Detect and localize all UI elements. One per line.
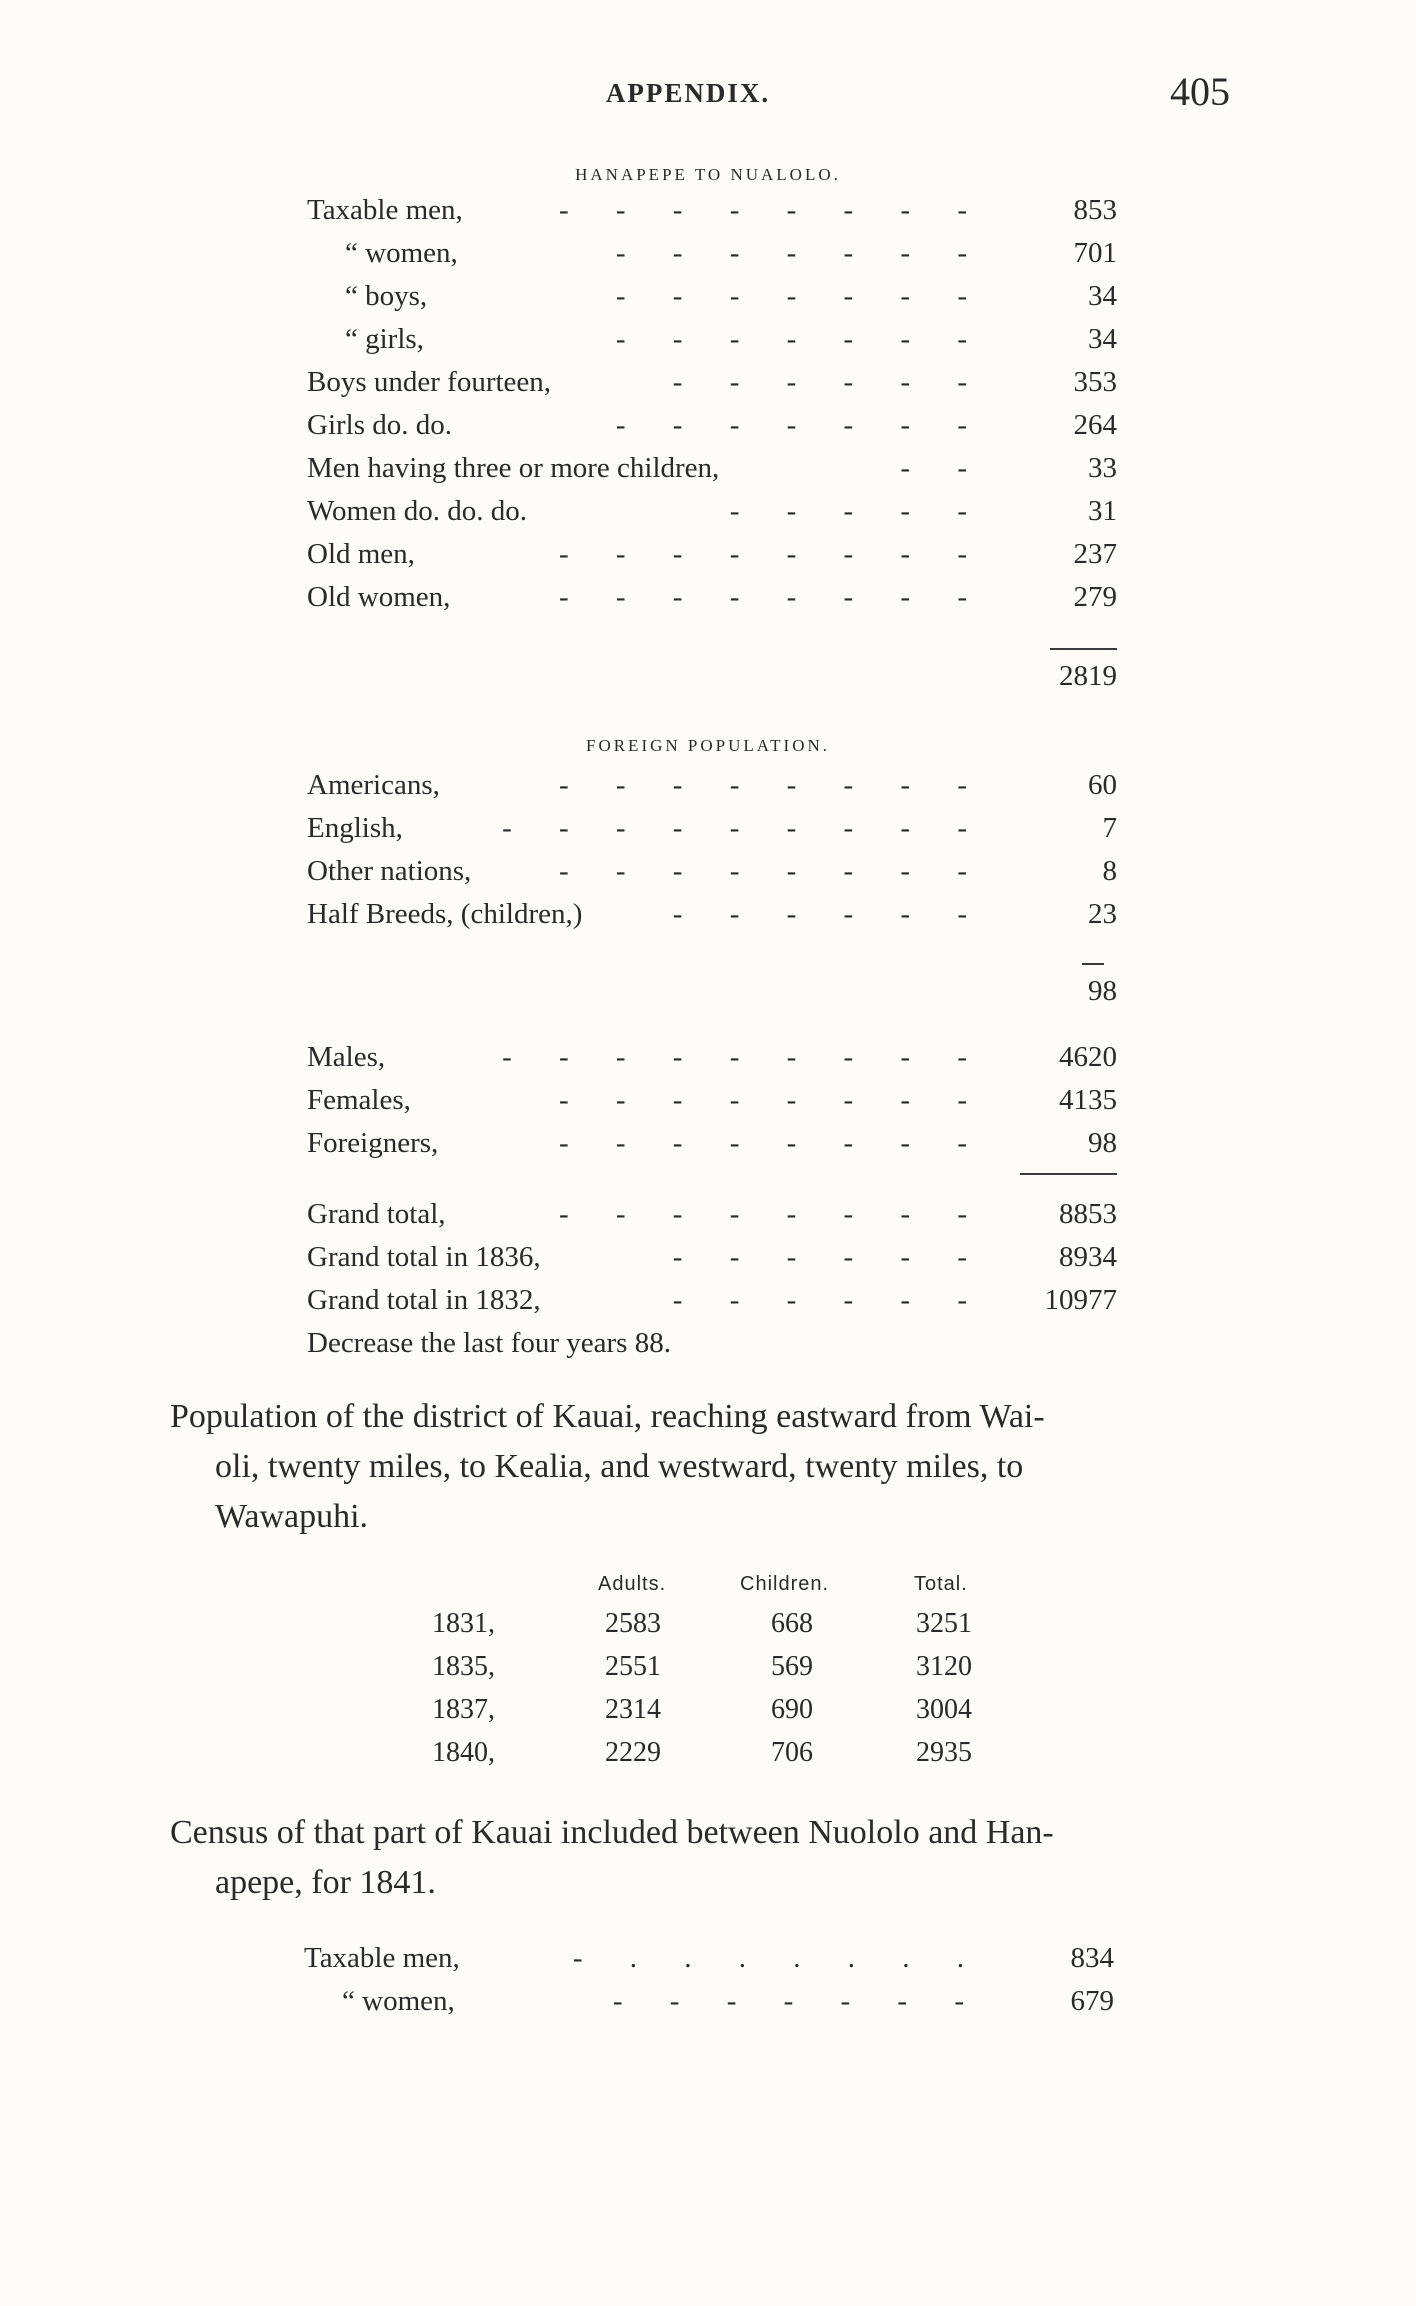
paragraph-line: apepe, for 1841. xyxy=(215,1864,436,1901)
section-heading-foreign: FOREIGN POPULATION. xyxy=(585,736,830,755)
paragraph-line: oli, twenty miles, to Kealia, and westward, twenty miles, to xyxy=(215,1448,1024,1485)
table-row xyxy=(307,319,1117,359)
row-value: 679 xyxy=(1070,1985,1114,2017)
census-total: 2935 xyxy=(916,1737,972,1768)
row-value: 7 xyxy=(1102,812,1117,844)
paragraph-line: Population of the district of Kauai, reaching eastward from Wai- xyxy=(170,1398,1045,1435)
decrease-note xyxy=(307,1323,1117,1363)
row-value: 8934 xyxy=(1059,1241,1117,1273)
row-label: Other nations, xyxy=(307,855,472,887)
column-header-adults: Adults. xyxy=(598,1573,667,1595)
row-label: Girls do. do. xyxy=(307,409,452,441)
leader-dots: - - - - - - - - - xyxy=(502,1041,987,1073)
leader-dots: - - - - - - - - xyxy=(558,855,987,887)
leader-dots: - - - - - - xyxy=(672,1241,987,1273)
table-row xyxy=(304,1938,1114,1978)
leader-dots: - . . . . . . . xyxy=(572,1942,984,1974)
row-label: Grand total in 1832, xyxy=(307,1284,541,1316)
census-total: 3004 xyxy=(916,1694,972,1725)
table-row xyxy=(307,448,1117,488)
total-rule xyxy=(1050,648,1117,650)
page-number: 405 xyxy=(1170,69,1230,114)
table-row xyxy=(307,1037,1117,1077)
leader-dots: - - - - - xyxy=(729,495,987,527)
row-value: 8 xyxy=(1102,855,1117,887)
census-children: 690 xyxy=(771,1694,813,1725)
table-row xyxy=(307,405,1117,445)
section-total: 98 xyxy=(1088,975,1117,1007)
row-label: Grand total, xyxy=(307,1198,446,1230)
census-adults: 2583 xyxy=(605,1608,661,1639)
row-label: Americans, xyxy=(307,769,440,801)
row-value: 34 xyxy=(1088,323,1117,355)
census-children: 706 xyxy=(771,1737,813,1768)
census-adults: 2551 xyxy=(605,1651,661,1682)
row-label: Old women, xyxy=(307,581,451,613)
row-value: 264 xyxy=(1073,409,1117,441)
leader-dots: - - - - - - - xyxy=(615,323,987,355)
total-rule xyxy=(1020,1173,1117,1175)
row-label: Women do. do. do. xyxy=(307,495,527,527)
section-heading-hanapepe: HANAPEPE TO NUALOLO. xyxy=(575,165,841,184)
leader-dots: - - - - - - - xyxy=(615,237,987,269)
row-value: 834 xyxy=(1070,1942,1114,1974)
leader-dots: - - - - - - xyxy=(672,366,987,398)
table-row xyxy=(307,894,1117,934)
leader-dots: - - - - - - - - xyxy=(558,1084,987,1116)
table-row xyxy=(307,1123,1117,1163)
census-total: 3251 xyxy=(916,1608,972,1639)
row-value: 237 xyxy=(1073,538,1117,570)
row-label: Men having three or more children, xyxy=(307,452,720,484)
leader-dots: - - - - - - - - xyxy=(558,194,987,226)
row-label: Foreigners, xyxy=(307,1127,439,1159)
table-row xyxy=(307,851,1117,891)
paragraph-census-1841 xyxy=(170,1808,1250,1908)
table-row xyxy=(307,1080,1117,1120)
column-header-children: Children. xyxy=(740,1573,830,1595)
census-adults: 2229 xyxy=(605,1737,661,1768)
leader-dots: - - - - - - - - - xyxy=(502,812,987,844)
leader-dots: - - xyxy=(900,452,987,484)
row-label: Boys under fourteen, xyxy=(307,366,552,398)
row-label: English, xyxy=(307,812,403,844)
table-row xyxy=(307,276,1117,316)
row-value: 34 xyxy=(1088,280,1117,312)
census-children: 569 xyxy=(771,1651,813,1682)
table-row xyxy=(307,190,1117,230)
leader-dots: - - - - - - - xyxy=(615,280,987,312)
row-value: 4135 xyxy=(1059,1084,1117,1116)
row-value: 10977 xyxy=(1044,1284,1117,1316)
row-label: “ girls, xyxy=(345,323,424,355)
leader-dots: - - - - - - xyxy=(672,1284,987,1316)
row-value: 98 xyxy=(1088,1127,1117,1159)
row-label: Grand total in 1836, xyxy=(307,1241,541,1273)
row-label: Old men, xyxy=(307,538,415,570)
row-label: Males, xyxy=(307,1041,386,1073)
paragraph-line: Wawapuhi. xyxy=(215,1498,369,1535)
note-text: Decrease the last four years 88. xyxy=(307,1327,671,1359)
row-value: 60 xyxy=(1088,769,1117,801)
row-value: 23 xyxy=(1088,898,1117,930)
census-year: 1837, xyxy=(432,1694,495,1725)
row-label: “ women, xyxy=(345,237,458,269)
census-year: 1835, xyxy=(432,1651,495,1682)
running-header: APPENDIX. xyxy=(605,78,771,108)
leader-dots: - - - - - - - xyxy=(615,409,987,441)
table-row xyxy=(307,491,1117,531)
census-year: 1831, xyxy=(432,1608,495,1639)
leader-dots: - - - - - - - - xyxy=(558,538,987,570)
leader-dots: - - - - - - - - xyxy=(558,1127,987,1159)
row-label: Taxable men, xyxy=(304,1942,460,1974)
row-value: 8853 xyxy=(1059,1198,1117,1230)
row-value: 33 xyxy=(1088,452,1117,484)
total-rule xyxy=(1082,963,1104,965)
row-label: “ boys, xyxy=(345,280,428,312)
section-total: 2819 xyxy=(1059,660,1117,692)
row-label: “ women, xyxy=(342,1985,455,2017)
census-children: 668 xyxy=(771,1608,813,1639)
leader-dots: - - - - - - - xyxy=(612,1985,984,2017)
table-row xyxy=(307,233,1117,273)
row-label: Taxable men, xyxy=(307,194,463,226)
row-value: 279 xyxy=(1073,581,1117,613)
row-value: 4620 xyxy=(1059,1041,1117,1073)
leader-dots: - - - - - - - - xyxy=(558,1198,987,1230)
table-row xyxy=(307,1237,1117,1277)
row-value: 353 xyxy=(1073,366,1117,398)
paragraph-line: Census of that part of Kauai included between Nuololo and Han- xyxy=(170,1814,1054,1851)
leader-dots: - - - - - - - - xyxy=(558,769,987,801)
table-row xyxy=(307,765,1117,805)
table-row xyxy=(307,534,1117,574)
census-total: 3120 xyxy=(916,1651,972,1682)
row-value: 701 xyxy=(1073,237,1117,269)
row-label: Half Breeds, (children,) xyxy=(307,898,583,930)
table-row xyxy=(307,577,1117,617)
table-row xyxy=(307,362,1117,402)
table-row xyxy=(307,808,1117,848)
row-value: 31 xyxy=(1088,495,1117,527)
paragraph-population-district xyxy=(170,1392,1250,1542)
leader-dots: - - - - - - xyxy=(672,898,987,930)
census-adults: 2314 xyxy=(605,1694,661,1725)
table-row xyxy=(307,1280,1117,1320)
row-label: Females, xyxy=(307,1084,411,1116)
column-header-total: Total. xyxy=(914,1573,968,1595)
table-row xyxy=(307,1194,1117,1234)
census-year: 1840, xyxy=(432,1737,495,1768)
table-row xyxy=(304,1981,1114,2021)
leader-dots: - - - - - - - - xyxy=(558,581,987,613)
row-value: 853 xyxy=(1073,194,1117,226)
